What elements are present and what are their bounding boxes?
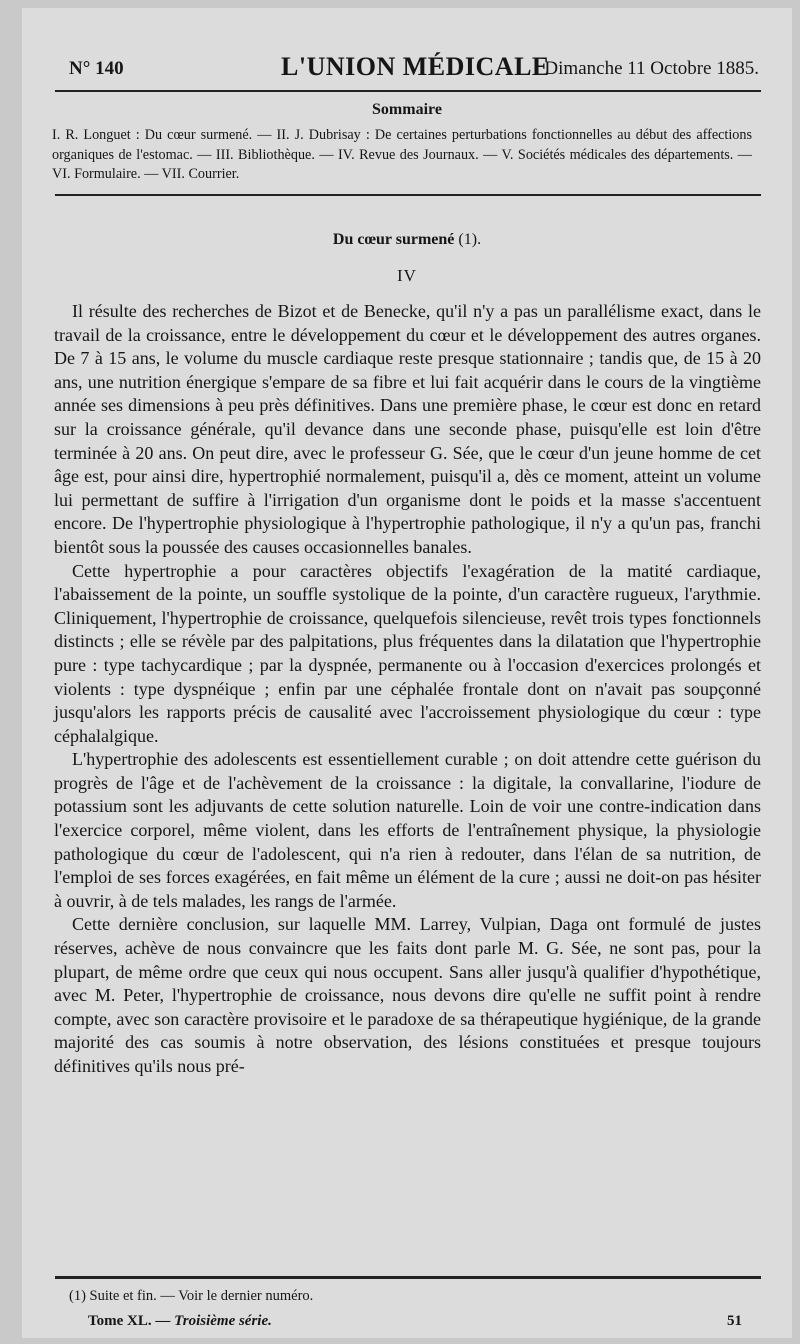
volume-info (88, 1313, 272, 1330)
journal-page (22, 8, 792, 1338)
sommaire-heading: Sommaire (372, 101, 442, 118)
article-title-text: Du cœur surmené (332, 231, 455, 248)
journal-title: L'UNION MÉDICALE (281, 52, 550, 81)
series-label: Troisième série. (174, 1313, 272, 1329)
tome-label: Tome XL. — (88, 1313, 171, 1329)
paragraph-1: Il résulte des recherches de Bizot et de Benecke, qu'il n'y a pas un parallélisme exact, dans le travail de la croissance, entre le développement du cœur et le développement des autres organes. De 7 à 15 ans, le volume du muscle cardiaque reste presque stationnaire ; tandis que, de 15 à 20 ans, une nutrition énergique s'empare de sa fibre et lui fait acquérir dans le cours de la vingtième année ses dimensions à peu près définitives. Dans une première phase, le cœur est donc en retard sur la croissance générale, qu'il devance dans une seconde phase, puisqu'elle est loin d'être terminée à 20 ans. On peut dire, avec le professeur G. Sée, que le cœur d'un jeune homme de cet âge est, pour ainsi dire, hypertrophié normalement, puisqu'il a, dès ce moment, atteint un volume lui permettant de suffire à l'irrigation d'un organisme dont le poids et la masse s'accentuent encore. De l'hypertrophie physiologique à l'hypertrophie pathologique, il n'y a qu'un pas, franchi bientôt sous la poussée des causes occasionnelles banales. (54, 301, 761, 557)
page-number: 51 (727, 1313, 742, 1329)
sommaire-rule (55, 194, 761, 196)
article-body (54, 300, 761, 1079)
paragraph-3: L'hypertrophie des adolescents est essentiellement curable ; on doit attendre cette guérison du progrès de l'âge et de l'achèvement de la croissance : la digitale, la convallarine, l'iodure de potassium sont les adjuvants de cette solution naturelle. Loin de voir une contre-indication dans l'exercice corporel, même violent, dans les efforts de l'entraînement physique, la physiologie pathologique du cœur de l'adolescent, qui n'a rien à redouter, dans l'élan de sa nutrition, de l'emploi de ses forces exagérées, en fait même un élément de la cure ; aussi ne doit-on pas hésiter à ouvrir, à de tels malades, les rangs de l'armée. (54, 749, 761, 911)
sommaire-text: I. R. Longuet : Du cœur surmené. — II. J. Dubrisay : De certaines perturbations fonctionnelles au début des affections organiques de l'estomac. — III. Bibliothèque. — IV. Revue des Journaux. — V. Sociétés médicales des départements. — VI. Formulaire. — VII. Courrier. (52, 127, 752, 182)
page-header (69, 52, 759, 88)
header-rule (55, 90, 761, 92)
article-title (22, 231, 792, 249)
paragraph-2: Cette hypertrophie a pour caractères objectifs l'exagération de la matité cardiaque, l'abaissement de la pointe, un souffle systolique de la pointe, d'un caractère rugueux, l'arythmie. Cliniquement, l'hypertrophie de croissance, quelquefois silencieuse, revêt trois types fonctionnels distincts ; elle se révèle par des palpitations, plus fréquentes dans la dilatation que l'hypertrophie pure : type tachycardique ; par la dyspnée, permanente ou à l'occasion d'exercices prolongés et violents : type dyspnéique ; enfin par une céphalée frontale dont on n'avait pas soupçonné jusqu'alors les rapports précis de causalité avec l'accroissement physiologique du cœur : type céphalalgique. (54, 560, 761, 746)
issue-number: N° 140 (69, 58, 124, 79)
paragraph-4: Cette dernière conclusion, sur laquelle MM. Larrey, Vulpian, Daga ont formulé de justes réserves, achève de nous convaincre que les faits dont parle M. G. Sée, ne sont pas, pour la plupart, de même ordre que ceux qui nous occupent. Sans aller jusqu'à qualifier d'hypothétique, avec M. Peter, l'hypertrophie de croissance, nous devons dire qu'elle ne suffit point à rendre compte, avec son caractère provisoire et le paradoxe de sa thérapeutique hygiénique, de la grande majorité des cas soumis à notre observation, des lésions constituées et presque toujours définitives qu'ils nous pré- (54, 914, 761, 1076)
footnote-rule (55, 1276, 761, 1279)
section-number: IV (397, 266, 417, 285)
footnote: (1) Suite et fin. — Voir le dernier numéro. (69, 1288, 314, 1304)
footnote-ref: (1). (458, 231, 482, 248)
issue-date: Dimanche 11 Octobre 1885. (544, 58, 759, 79)
